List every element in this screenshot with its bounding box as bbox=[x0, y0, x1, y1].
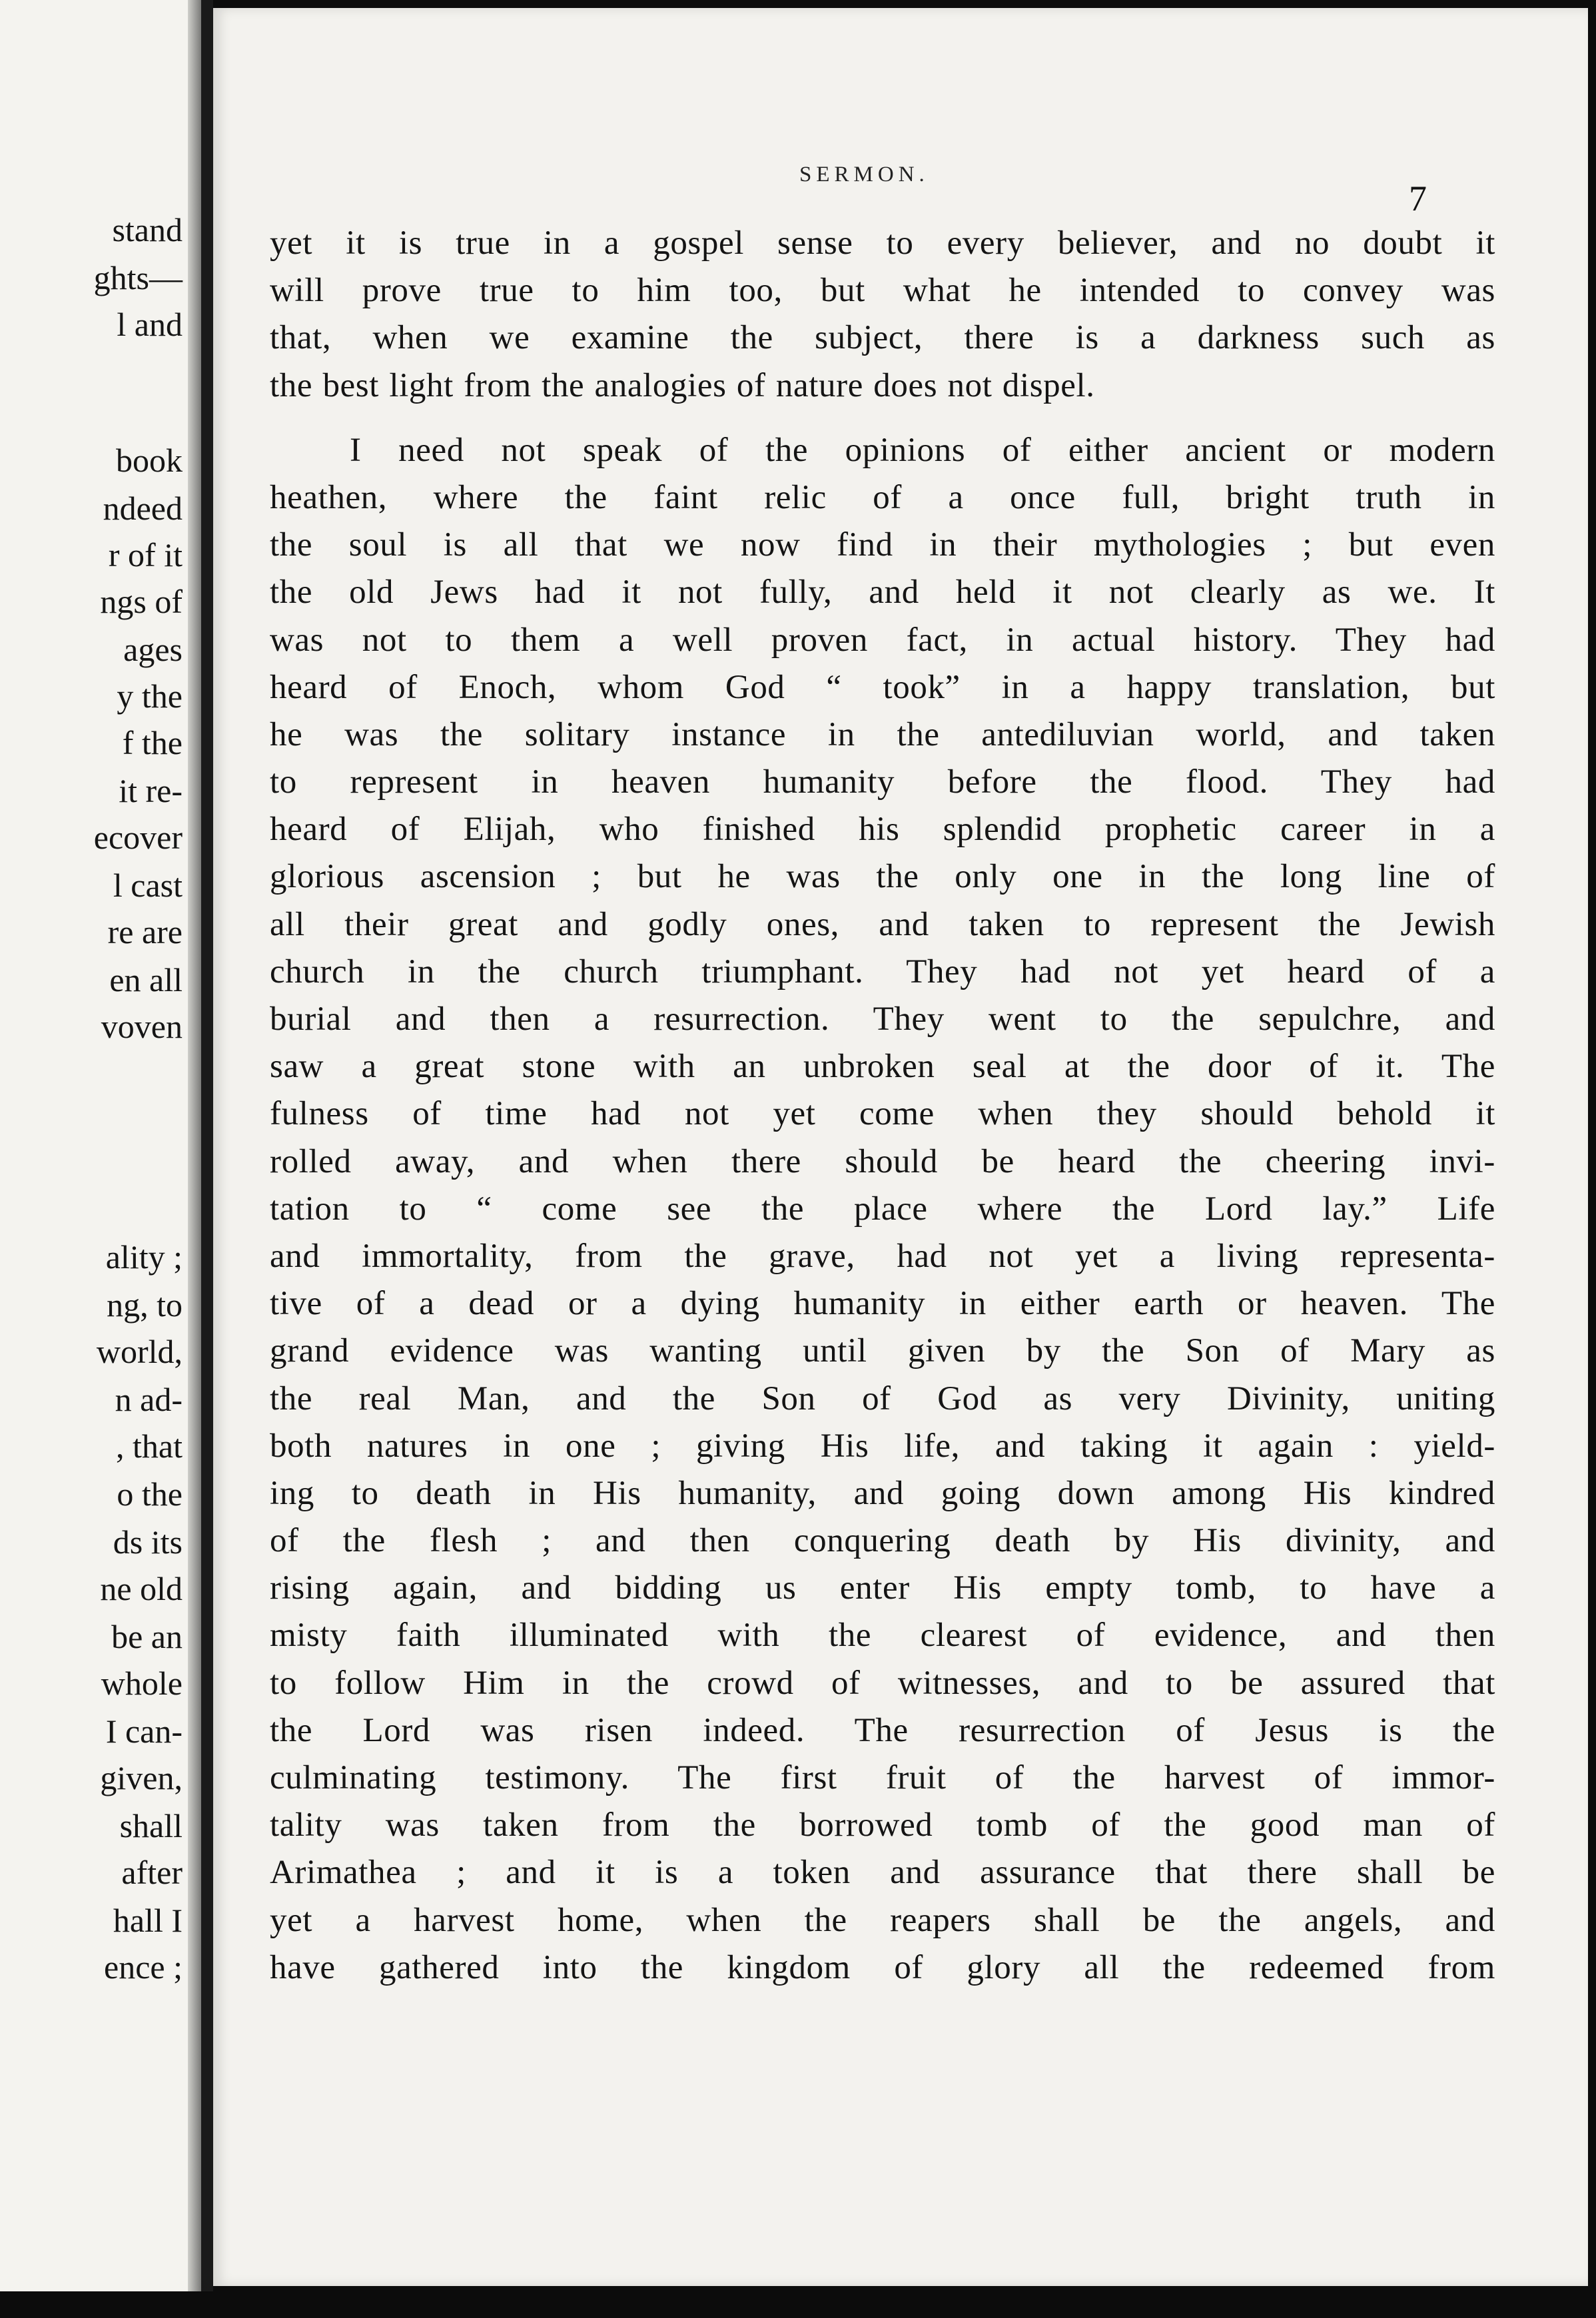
text-line: was not to them a well proven fact, in actual history. They had bbox=[270, 621, 1495, 659]
facing-page-line: ghts— bbox=[93, 259, 183, 296]
facing-page-line: I can- bbox=[105, 1713, 183, 1750]
text-line: burial and then a resurrection. They went to the sepulchre, and bbox=[270, 1000, 1495, 1038]
facing-page-line: after bbox=[121, 1854, 183, 1891]
facing-page-line: book bbox=[116, 442, 183, 479]
text-line: both natures in one ; giving His life, and taking it again : yield- bbox=[270, 1427, 1495, 1465]
facing-page-line: o the bbox=[117, 1475, 183, 1513]
facing-page-line: whole bbox=[101, 1665, 183, 1702]
text-line: to represent in heaven humanity before the flood. They had bbox=[270, 763, 1495, 801]
text-line: the old Jews had it not fully, and held it not clearly as we. It bbox=[270, 574, 1495, 611]
text-line: ing to death in His humanity, and going down among His kindred bbox=[270, 1474, 1495, 1512]
facing-page-line: l and bbox=[117, 306, 183, 343]
facing-page-line: , that bbox=[116, 1427, 183, 1465]
facing-page-line: be an bbox=[111, 1618, 183, 1655]
facing-page-line: ence ; bbox=[104, 1948, 183, 1986]
facing-page-text bbox=[0, 0, 188, 2291]
facing-page-line: r of it bbox=[108, 536, 183, 574]
paragraph-gap bbox=[270, 410, 1495, 427]
text-line: Arimathea ; and it is a token and assurance that there shall be bbox=[270, 1854, 1495, 1892]
text-line: church in the church triumphant. They had not yet heard of a bbox=[270, 953, 1495, 990]
facing-page-line: stand bbox=[112, 211, 183, 248]
text-line: culminating testimony. The first fruit of the harvest of immor- bbox=[270, 1759, 1495, 1796]
facing-page-line: ecover bbox=[93, 819, 183, 856]
text-line: fulness of time had not yet come when they should behold it bbox=[270, 1095, 1495, 1133]
facing-page-line: given, bbox=[100, 1759, 183, 1796]
facing-page-line: world, bbox=[96, 1333, 183, 1370]
facing-page-line: ne old bbox=[100, 1570, 183, 1607]
page-number: 7 bbox=[1409, 179, 1427, 218]
text-line: will prove true to him too, but what he intended to convey was bbox=[270, 272, 1495, 310]
text-line: and immortality, from the grave, had not yet a living representa- bbox=[270, 1237, 1495, 1275]
book-spine-shadow bbox=[201, 0, 213, 2291]
facing-page-line: ality ; bbox=[105, 1238, 183, 1276]
facing-page-line: l cast bbox=[113, 867, 183, 904]
text-line: all their great and godly ones, and taken to represent the Jewish bbox=[270, 905, 1495, 943]
text-line: of the flesh ; and then conquering death by His divinity, and bbox=[270, 1522, 1495, 1560]
text-line: the Lord was risen indeed. The resurrection of Jesus is the bbox=[270, 1711, 1495, 1749]
running-head: SERMON. bbox=[799, 163, 929, 187]
text-line: he was the solitary instance in the antediluvian world, and taken bbox=[270, 715, 1495, 753]
facing-page-line: f the bbox=[122, 724, 183, 761]
page-gutter bbox=[188, 0, 201, 2291]
text-line: grand evidence was wanting until given by the Son of Mary as bbox=[270, 1332, 1495, 1370]
text-line: have gathered into the kingdom of glory all the redeemed from bbox=[270, 1948, 1495, 1986]
body-text bbox=[270, 220, 1495, 1992]
paragraph bbox=[270, 427, 1495, 1992]
text-line: yet it is true in a gospel sense to every believer, and no doubt it bbox=[270, 224, 1495, 262]
text-line: yet a harvest home, when the reapers shall be the angels, and bbox=[270, 1901, 1495, 1939]
text-line: tive of a dead or a dying humanity in either earth or heaven. The bbox=[270, 1285, 1495, 1323]
text-line: misty faith illuminated with the clearest of evidence, and then bbox=[270, 1617, 1495, 1655]
facing-page-line: ds its bbox=[113, 1523, 183, 1561]
facing-page-line: voven bbox=[101, 1008, 183, 1045]
text-line: rolled away, and when there should be heard the cheering invi- bbox=[270, 1142, 1495, 1180]
text-line: to follow Him in the crowd of witnesses, and to be assured that bbox=[270, 1664, 1495, 1702]
facing-page-line: n ad- bbox=[115, 1381, 183, 1418]
text-line: heard of Elijah, who finished his splendid prophetic career in a bbox=[270, 811, 1495, 849]
paragraph bbox=[270, 220, 1495, 410]
text-line: that, when we examine the subject, there is a darkness such as bbox=[270, 319, 1495, 357]
text-line: the best light from the analogies of nature does not dispel. bbox=[270, 366, 1095, 404]
text-line: heard of Enoch, whom God “ took” in a happy translation, but bbox=[270, 668, 1495, 706]
text-line: rising again, and bidding us enter His empty tomb, to have a bbox=[270, 1569, 1495, 1607]
text-line: tation to “ come see the place where the Lord lay.” Life bbox=[270, 1190, 1495, 1228]
text-line: the soul is all that we now find in their mythologies ; but even bbox=[270, 526, 1495, 564]
facing-page-line: shall bbox=[119, 1807, 183, 1844]
scan-bottom-edge bbox=[0, 2291, 1596, 2318]
facing-page-line: en all bbox=[109, 961, 183, 998]
book-page bbox=[213, 8, 1588, 2286]
text-line: glorious ascension ; but he was the only one in the long line of bbox=[270, 858, 1495, 896]
facing-page-line: y the bbox=[117, 677, 183, 715]
text-line: tality was taken from the borrowed tomb of the good man of bbox=[270, 1806, 1495, 1844]
facing-page-left bbox=[0, 0, 188, 2291]
facing-page-line: it re- bbox=[119, 772, 183, 809]
facing-page-line: hall I bbox=[113, 1902, 183, 1939]
text-line: the real Man, and the Son of God as very Divinity, uniting bbox=[270, 1379, 1495, 1417]
facing-page-line: ngs of bbox=[100, 583, 183, 620]
facing-page-line: ages bbox=[123, 631, 183, 668]
facing-page-line: re are bbox=[107, 913, 183, 951]
text-line: saw a great stone with an unbroken seal at the door of it. The bbox=[270, 1048, 1495, 1086]
facing-page-line: ng, to bbox=[107, 1286, 183, 1324]
text-line: I need not speak of the opinions of either ancient or modern bbox=[350, 431, 1495, 469]
text-line: heathen, where the faint relic of a once full, bright truth in bbox=[270, 478, 1495, 516]
facing-page-line: ndeed bbox=[103, 490, 183, 527]
